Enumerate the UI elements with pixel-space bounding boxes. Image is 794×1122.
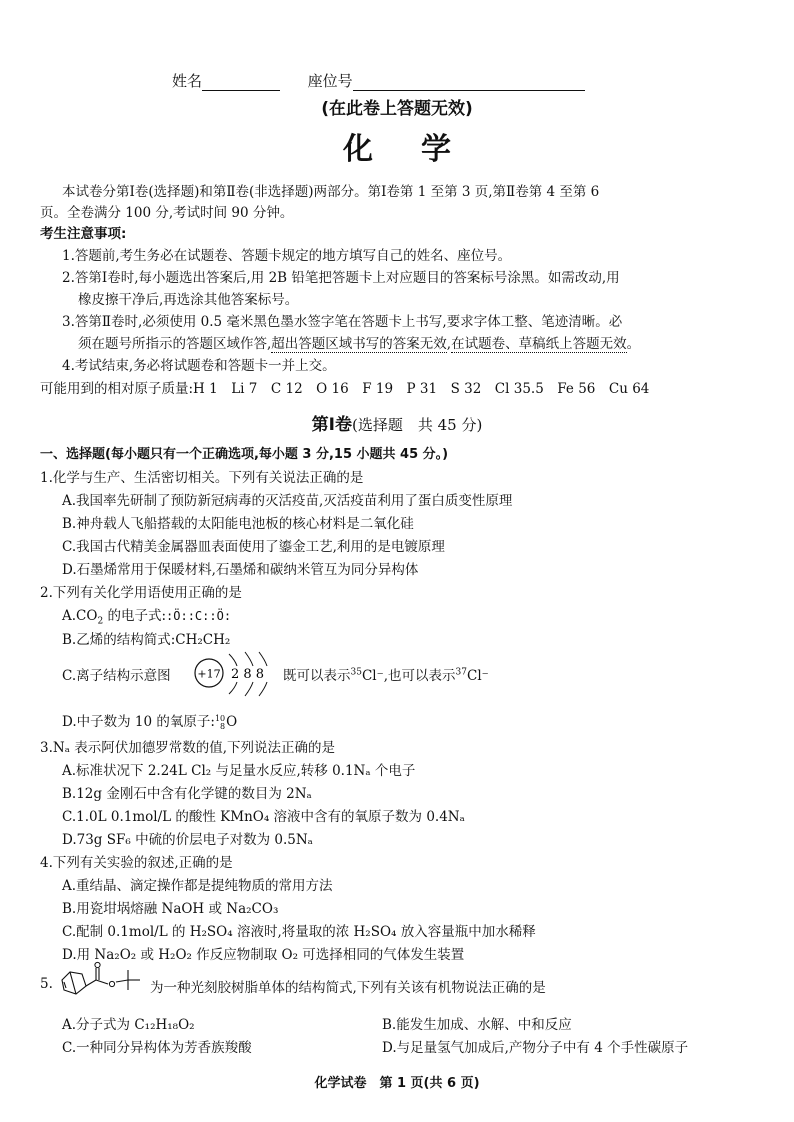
q4-option-c: C.配制 0.1mol/L 的 H₂SO₄ 溶液时,将量取的浓 H₂SO₄ 放入容量瓶中加水稀释 [62,924,536,940]
part-1-heading: 一、选择题(每小题只有一个正确选项,每小题 3 分,15 小题共 45 分。) [40,447,449,462]
intro-line-1: 本试卷分第Ⅰ卷(选择题)和第Ⅱ卷(非选择题)两部分。第Ⅰ卷第 1 至第 3 页,第Ⅱ卷第 4 至第 6 [62,184,600,200]
q5-option-a: A.分子式为 C₁₂H₁₈O₂ [62,1017,195,1033]
note-2a: 2.答第Ⅰ卷时,每小题选出答案后,用 2B 铅笔把答题卡上对应题目的答案标号涂黑。如需改动,用 [62,270,620,286]
q3-stem: 3.Nₐ 表示阿伏加德罗常数的值,下列说法正确的是 [40,740,335,756]
note-4: 4.考试结束,务必将试题卷和答题卡一并上交。 [62,358,336,374]
q4-option-b: B.用瓷坩埚熔融 NaOH 或 Na₂CO₃ [62,901,279,917]
ion-structure-diagram [193,648,283,698]
q5-option-d: D.与足量氢气加成后,产物分子中有 4 个手性碳原子 [382,1040,689,1056]
intro-line-2: 页。全卷满分 100 分,考试时间 90 分钟。 [40,205,294,221]
section-1-title: 第Ⅰ卷(选择题 共 45 分) [311,415,483,435]
q2-option-c-suffix: 既可以表示$^{35}$Cl⁻,也可以表示$^{37}$Cl⁻ [283,667,489,684]
note-1: 1.答题前,考生务必在试题卷、答题卡规定的地方填写自己的姓名、座位号。 [62,248,512,264]
name-label: 姓名 [172,72,203,90]
page-footer: 化学试卷 第 1 页(共 6 页) [314,1076,480,1091]
q1-option-d: D.石墨烯常用于保暖材料,石墨烯和碳纳米管互为同分异构体 [62,562,419,578]
q5-number: 5. [40,976,53,992]
q3-option-a: A.标准状况下 2.24L Cl₂ 与足量水反应,转移 0.1Nₐ 个电子 [62,763,416,779]
q2-option-c: C.离子结构示意图 [62,668,171,684]
q1-option-c: C.我国古代精美金属器皿表面使用了鎏金工艺,利用的是电镀原理 [62,539,445,555]
monomer-structure-diagram [56,958,156,1004]
q2-option-b: B.乙烯的结构简式:CH₂CH₂ [62,632,231,648]
q5-option-c: C.一种同分异构体为芳香族羧酸 [62,1040,252,1056]
co2-electron-formula: :Ö::C::Ö: [166,609,232,623]
q4-option-a: A.重结晶、滴定操作都是提纯物质的常用方法 [62,878,333,894]
q5-stem: 为一种光刻胶树脂单体的结构简式,下列有关该有机物说法正确的是 [150,980,546,996]
q2-option-a: $A.CO_2$ 的电子式::Ö::C::Ö: [62,608,232,627]
notes-title: 考生注意事项: [40,226,127,242]
emphasis-1: 超出答题区域书写的答案无效 [271,336,447,352]
q1-option-a: A.我国率先研制了预防新冠病毒的灭活疫苗,灭活疫苗利用了蛋白质变性原理 [62,493,513,509]
emphasis-2: 在试题卷、草稿纸上答题无效 [451,336,627,352]
q3-option-b: B.12g 金刚石中含有化学键的数目为 2Nₐ [62,786,312,802]
name-blank [202,74,280,91]
atomic-masses: 可能用到的相对原子质量:H 1 Li 7 C 12 O 16 F 19 P 31 S 32 Cl 35.5 Fe 56 Cu 64 [40,381,650,397]
q3-option-c: C.1.0L 0.1mol/L 的酸性 KMnO₄ 溶液中含有的氧原子数为 0.4Nₐ [62,809,465,825]
q4-option-d: D.用 Na₂O₂ 或 H₂O₂ 作反应物制取 O₂ 可选择相同的气体发生装置 [62,947,465,963]
q4-stem: 4.下列有关实验的叙述,正确的是 [40,855,233,871]
shell-electrons: 2 8 8 [231,667,265,682]
header-fields [172,70,585,91]
q5-option-b: B.能发生加成、水解、中和反应 [382,1017,572,1033]
q3-option-d: D.73g SF₆ 中硫的价层电子对数为 0.5Nₐ [62,832,313,848]
note-3b: 须在题号所指示的答题区域作答,超出答题区域书写的答案无效,在试题卷、草稿纸上答题无效。 [78,336,641,352]
q1-stem: 1.化学与生产、生活密切相关。下列有关说法正确的是 [40,470,364,486]
seat-blank [353,74,585,91]
q2-stem: 2.下列有关化学用语使用正确的是 [40,585,242,601]
subject-title: 化学 [343,132,499,167]
seat-label: 座位号 [307,72,353,90]
q1-option-b: B.神舟载人飞船搭载的太阳能电池板的核心材料是二氧化硅 [62,516,414,532]
note-2b: 橡皮擦干净后,再选涂其他答案标号。 [78,292,299,308]
nucleus-label: +17 [197,667,221,681]
q2-option-d: D.中子数为 10 的氧原子:10 8O [62,713,238,731]
note-3a: 3.答第Ⅱ卷时,必须使用 0.5 毫米黑色墨水签字笔在答题卡上书写,要求字体工整、笔迹清晰。必 [62,314,623,330]
invalid-notice: (在此卷上答题无效) [321,99,473,119]
